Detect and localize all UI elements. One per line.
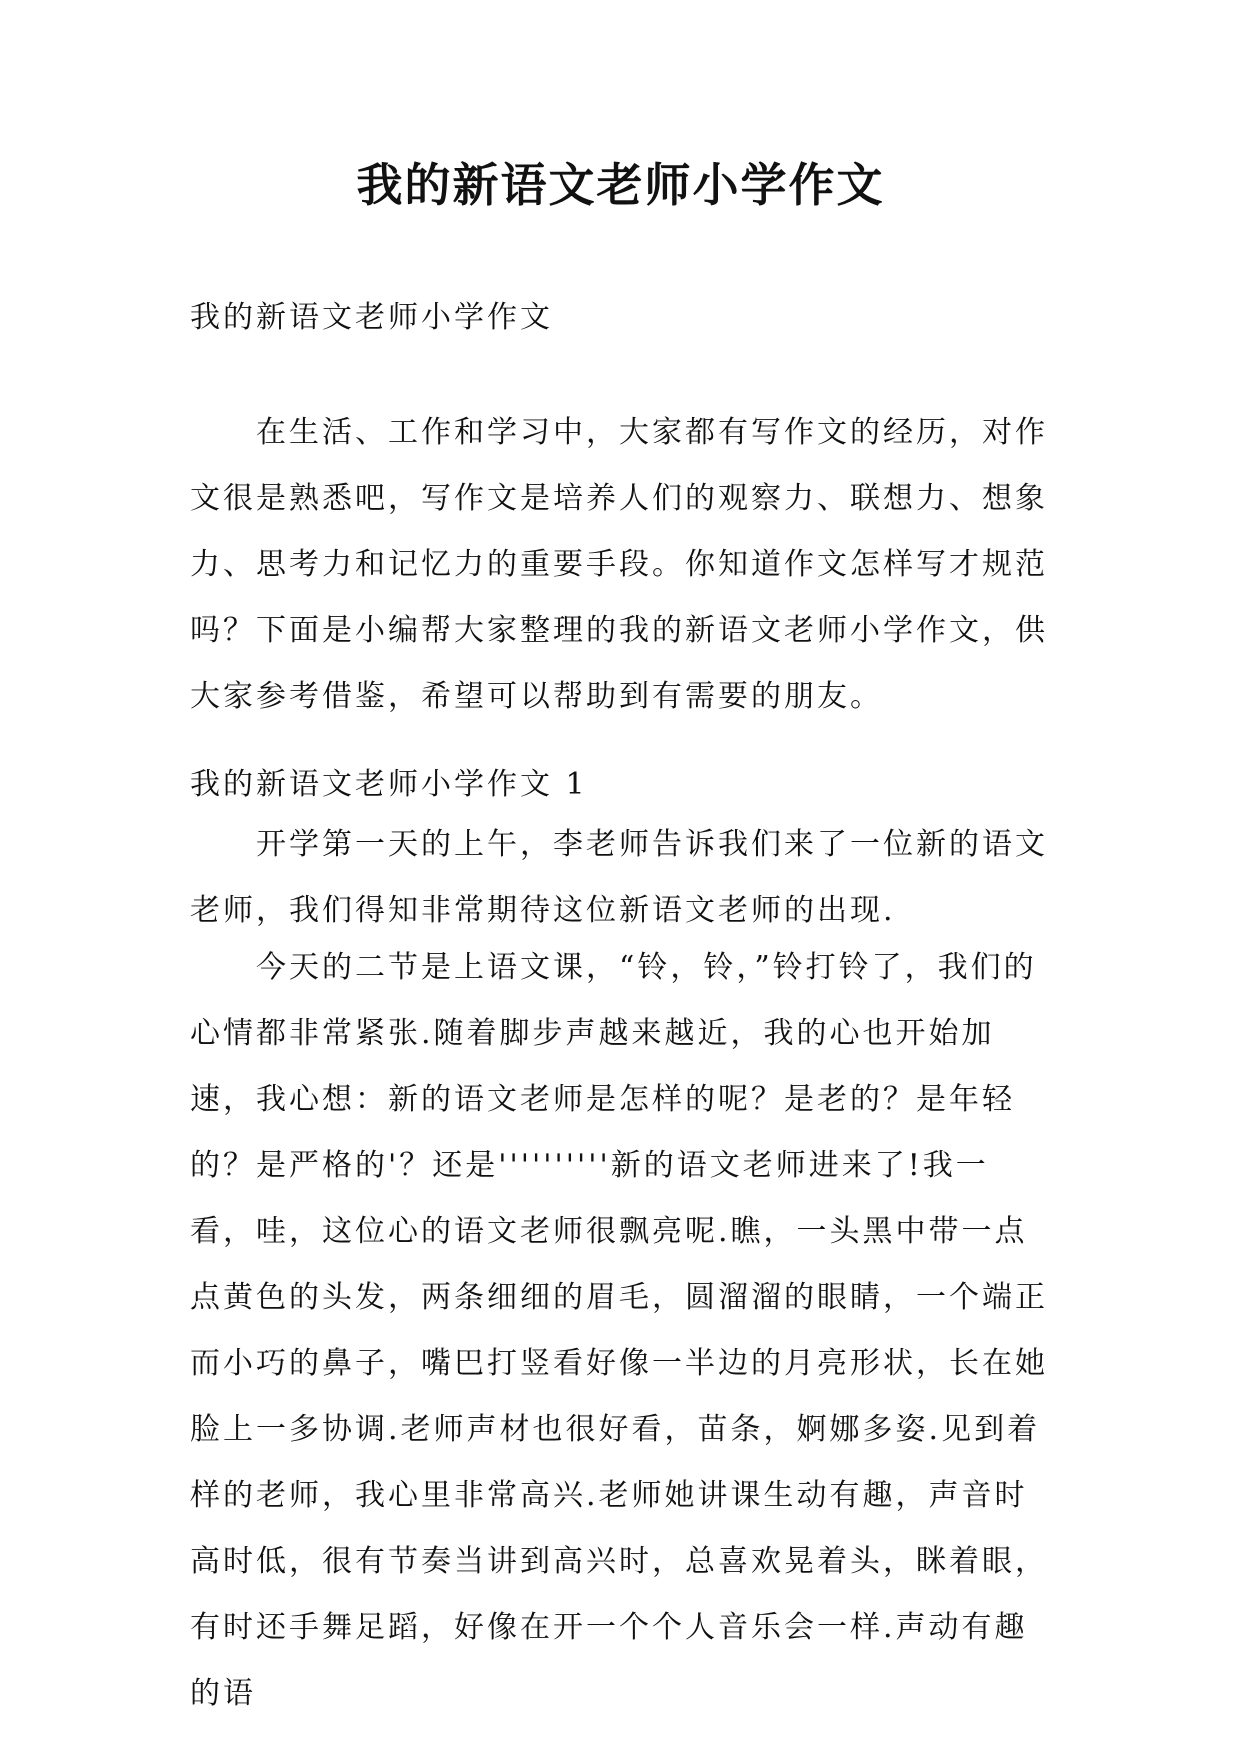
intro-paragraph: 在生活、工作和学习中，大家都有写作文的经历，对作文很是熟悉吧，写作文是培养人们的观察力、联想力、想象力、思考力和记忆力的重要手段。你知道作文怎样写才规范吗？下面是小编帮大家整理的我的新语文老师小学作文，供大家参考借鉴，希望可以帮助到有需要的朋友。 [190,415,1048,714]
body-paragraph-1: 开学第一天的上午，李老师告诉我们来了一位新的语文老师，我们得知非常期待这位新语文老师的出现. [190,827,1048,928]
section-heading: 我的新语文老师小学作文 1 [190,767,588,802]
body-paragraph-2: 今天的二节是上语文课，“铃，铃，”铃打铃了，我们的心情都非常紧张.随着脚步声越来越近，我的心也开始加速，我心想：新的语文老师是怎样的呢？是老的？是年轻的？是严格的'？还是''''''''''新的语文老师进来了!我一看，哇，这位心的语文老师很飘亮呢.瞧，一头黑中带一点点黄色的头发，两条细细的眉毛，圆溜溜的眼睛，一个端正而小巧的鼻子，嘴巴打竖看好像一半边的月亮形状，长在她脸上一多协调.老师声材也很好看，苗条，婀娜多姿.见到着样的老师，我心里非常高兴.老师她讲课生动有趣，声音时高时低，很有节奏当讲到高兴时，总喜欢晃着头，眯着眼，有时还手舞足蹈，好像在开一个个人音乐会一样.声动有趣的语 [190,950,1048,1711]
document-subtitle: 我的新语文老师小学作文 [190,300,553,335]
document-title: 我的新语文老师小学作文 [356,158,885,212]
